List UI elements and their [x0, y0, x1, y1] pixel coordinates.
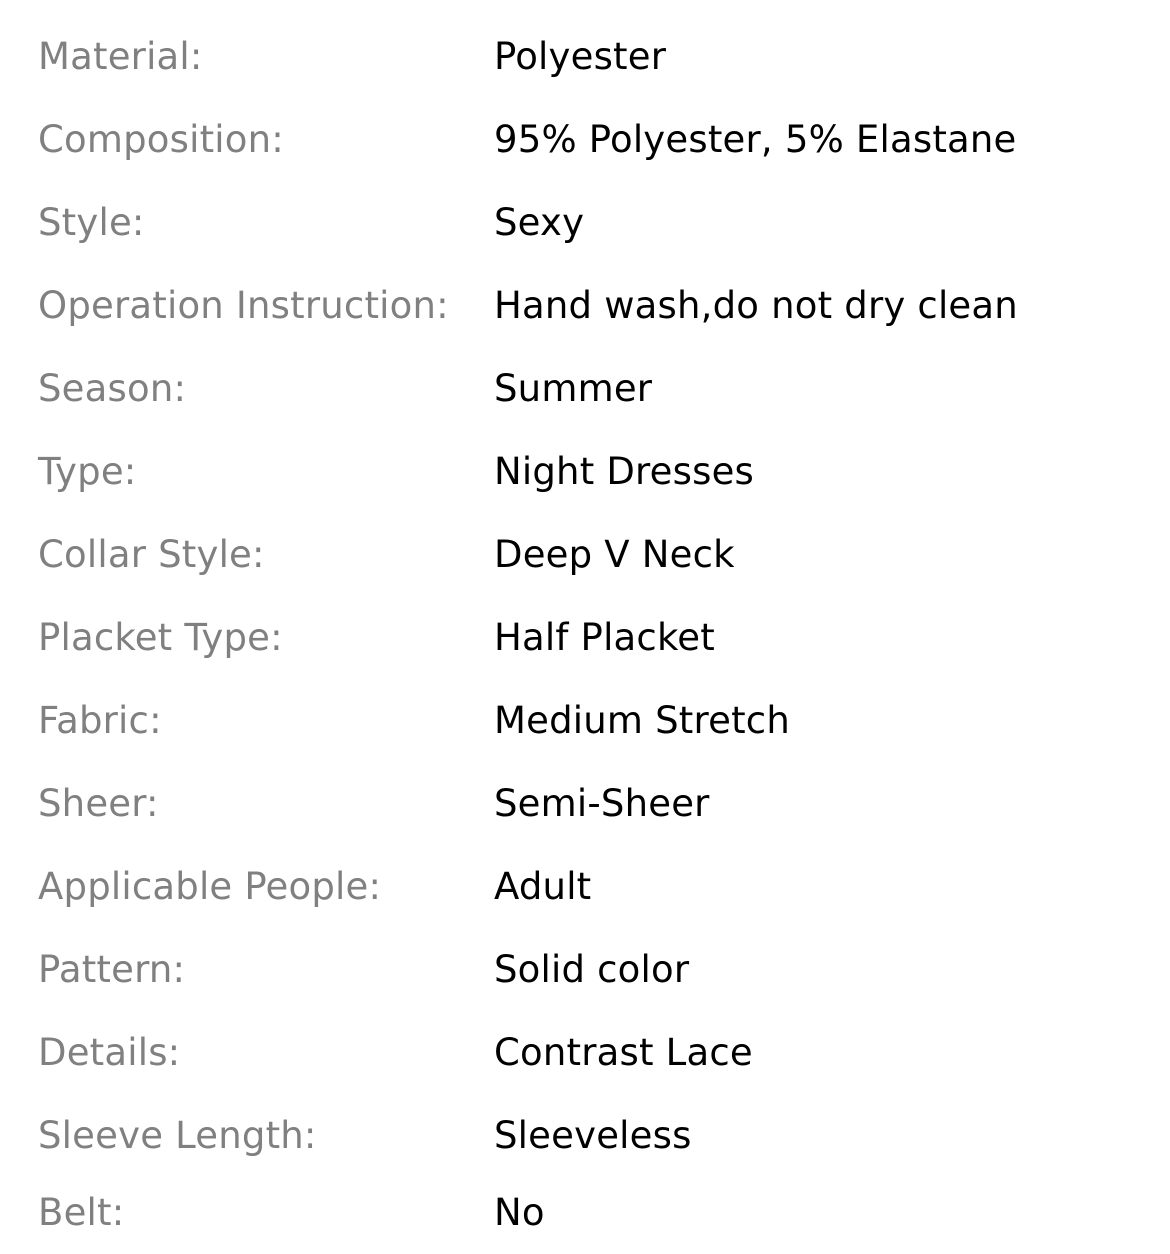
spec-row-fabric — [0, 679, 1170, 762]
spec-row-collar-style — [0, 513, 1170, 596]
spec-label: Collar Style: — [38, 533, 265, 576]
spec-row-sheer — [0, 762, 1170, 845]
spec-row-season — [0, 347, 1170, 430]
spec-value: Sleeveless — [494, 1114, 692, 1157]
spec-row-operation-instruction — [0, 264, 1170, 347]
spec-row-style — [0, 181, 1170, 264]
spec-row-placket-type — [0, 596, 1170, 679]
spec-label: Details: — [38, 1031, 181, 1074]
spec-value: Summer — [494, 367, 653, 410]
spec-row-applicable-people — [0, 845, 1170, 928]
spec-value: Semi-Sheer — [494, 782, 710, 825]
spec-label: Placket Type: — [38, 616, 283, 659]
spec-value: Adult — [494, 865, 592, 908]
spec-row-sleeve-length — [0, 1094, 1170, 1177]
spec-value: Contrast Lace — [494, 1031, 753, 1074]
spec-label: Belt: — [38, 1191, 125, 1234]
spec-value: Hand wash,do not dry clean — [494, 284, 1018, 327]
spec-row-details — [0, 1011, 1170, 1094]
spec-row-belt — [0, 1171, 1170, 1254]
spec-label: Style: — [38, 201, 145, 244]
spec-value: Half Placket — [494, 616, 715, 659]
spec-value: Solid color — [494, 948, 690, 991]
spec-value: Sexy — [494, 201, 585, 244]
spec-row-pattern — [0, 928, 1170, 1011]
spec-value: Night Dresses — [494, 450, 755, 493]
spec-value: Polyester — [494, 35, 667, 78]
spec-row-type — [0, 430, 1170, 513]
spec-label: Fabric: — [38, 699, 162, 742]
spec-value: 95% Polyester, 5% Elastane — [494, 118, 1017, 161]
spec-label: Type: — [38, 450, 137, 493]
spec-label: Sleeve Length: — [38, 1114, 317, 1157]
spec-row-composition — [0, 98, 1170, 181]
spec-label: Material: — [38, 35, 203, 78]
spec-value: Medium Stretch — [494, 699, 790, 742]
spec-label: Sheer: — [38, 782, 159, 825]
spec-value: No — [494, 1191, 545, 1234]
spec-value: Deep V Neck — [494, 533, 735, 576]
spec-label: Composition: — [38, 118, 284, 161]
spec-label: Pattern: — [38, 948, 186, 991]
spec-label: Applicable People: — [38, 865, 382, 908]
spec-label: Season: — [38, 367, 187, 410]
spec-row-material — [0, 15, 1170, 98]
spec-label: Operation Instruction: — [38, 284, 449, 327]
